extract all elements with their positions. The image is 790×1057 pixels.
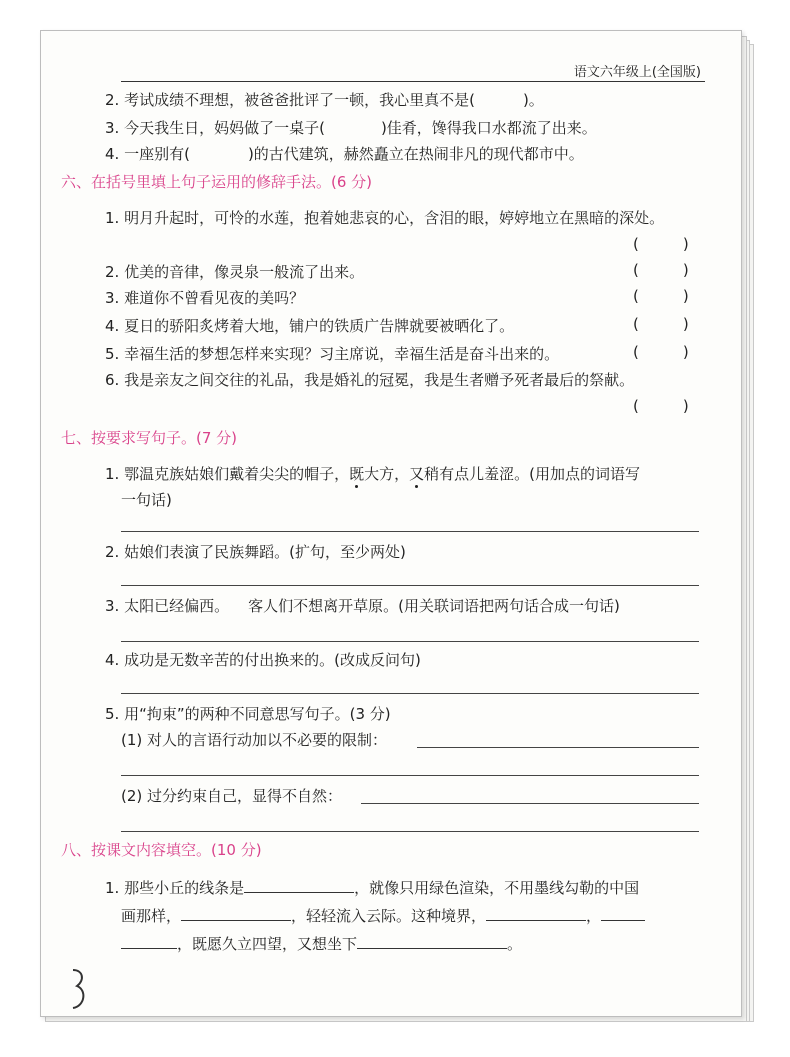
answer-line[interactable] [121, 775, 699, 776]
page-header: 语文六年级上(全国版) [573, 65, 701, 80]
section-7-title: 七、按要求写句子。(7 分) [61, 429, 238, 447]
answer-paren-2[interactable]: ( ) [633, 261, 689, 279]
s7-q5-sub2: (2) 过分约束自己，显得不自然： [121, 787, 343, 805]
answer-paren-1[interactable]: ( ) [633, 235, 689, 253]
top-item-4: 4. 一座别有( )的古代建筑，赫然矗立在热闹非凡的现代都市中。 [105, 145, 584, 163]
fill-blank[interactable] [357, 934, 507, 949]
s7-q1-line1: 1. 鄂温克族姑娘们戴着尖尖的帽子，既大方，又稍有点儿羞涩。(用加点的词语写 [105, 465, 641, 483]
top-item-3: 3. 今天我生日，妈妈做了一桌子( )佳肴，馋得我口水都流了出来。 [105, 119, 597, 137]
answer-paren-3[interactable]: ( ) [633, 287, 689, 305]
fill-blank[interactable] [486, 906, 586, 921]
fill-blank[interactable] [121, 934, 177, 949]
s7-q2: 2. 姑娘们表演了民族舞蹈。(扩句，至少两处) [105, 543, 406, 561]
answer-line[interactable] [121, 641, 699, 642]
answer-line[interactable] [121, 831, 699, 832]
answer-line[interactable] [417, 747, 699, 748]
s8-q1-line1: 1. 那些小丘的线条是 ，就像只用绿色渲染，不用墨线勾勒的中国 [105, 879, 640, 897]
s7-q3: 3. 太阳已经偏西。 客人们不想离开草原。(用关联词语把两句话合成一句话) [105, 597, 620, 615]
answer-paren-5[interactable]: ( ) [633, 343, 689, 361]
worksheet-page [40, 30, 742, 1017]
s7-q5: 5. 用“拘束”的两种不同意思写句子。(3 分) [105, 705, 391, 723]
emphasis-dot-word: 既 [349, 465, 365, 483]
answer-line[interactable] [361, 803, 699, 804]
s8-q1-line2: 画那样， ，轻轻流入云际。这种境界， ， [121, 905, 645, 926]
s6-item-2: 2. 优美的音律，像灵泉一般流了出来。 [105, 263, 365, 281]
answer-line[interactable] [121, 693, 699, 694]
emphasis-dot-word: 又 [409, 465, 425, 483]
answer-paren-4[interactable]: ( ) [633, 315, 689, 333]
s6-item-4: 4. 夏日的骄阳炙烤着大地，铺户的铁质广告牌就要被晒化了。 [105, 317, 515, 335]
fill-blank[interactable] [601, 906, 645, 921]
header-rule [121, 81, 705, 82]
fill-blank[interactable] [181, 906, 291, 921]
s6-item-1: 1. 明月升起时，可怜的水莲，抱着她悲哀的心，含泪的眼，婷婷地立在黑暗的深处。 [105, 209, 665, 227]
s6-item-5: 5. 幸福生活的梦想怎样来实现？习主席说，幸福生活是奋斗出来的。 [105, 345, 560, 363]
fill-blank[interactable] [244, 878, 354, 893]
answer-paren-6[interactable]: ( ) [633, 397, 689, 415]
s8-q1-line3: ，既愿久立四望，又想坐下 。 [121, 933, 522, 954]
page-corner-mark [69, 966, 89, 1012]
answer-line[interactable] [121, 585, 699, 586]
answer-line[interactable] [121, 531, 699, 532]
section-8-title: 八、按课文内容填空。(10 分) [61, 841, 262, 859]
section-6-title: 六、在括号里填上句子运用的修辞手法。(6 分) [61, 173, 373, 191]
s6-item-3: 3. 难道你不曾看见夜的美吗？ [105, 289, 305, 307]
s6-item-6: 6. 我是亲友之间交往的礼品，我是婚礼的冠冕，我是生者赠予死者最后的祭献。 [105, 371, 635, 389]
s7-q1-line2: 一句话) [121, 491, 172, 509]
top-item-2: 2. 考试成绩不理想，被爸爸批评了一顿，我心里真不是( )。 [105, 91, 544, 109]
s7-q5-sub1: (1) 对人的言语行动加以不必要的限制： [121, 731, 388, 749]
s7-q4: 4. 成功是无数辛苦的付出换来的。(改成反问句) [105, 651, 421, 669]
